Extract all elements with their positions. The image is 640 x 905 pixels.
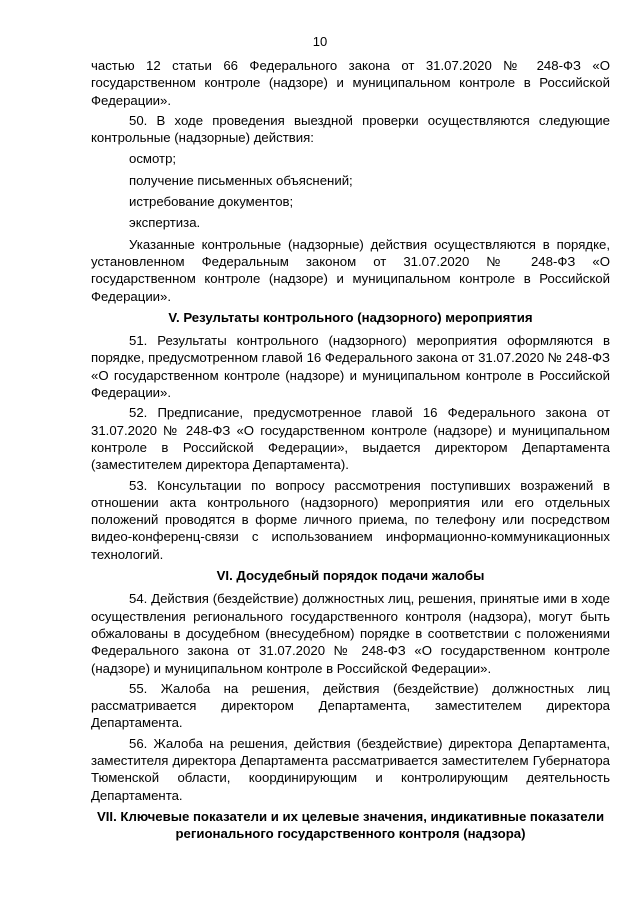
list-item: истребование документов; — [129, 194, 294, 210]
paragraph: 54. Действия (бездействие) должностных лиц, решения, принятые ими в ходе осуществления регионального государственного контроля (надзора), могут быть обжалованы в досудебном (внесудебном) порядке в соответствии с положениями Федерального закона от 31.07.2020 № 248-ФЗ «О государственном контроле (надзоре) и муниципальном контроле в Российской Федерации». — [91, 591, 610, 676]
paragraph: 51. Результаты контрольного (надзорного) мероприятия оформляются в порядке, предусмотренном главой 16 Федерального закона от 31.07.2020 № 248-ФЗ «О государственном контроле (надзоре) и муниципальном контроле в Российской Федерации». — [91, 333, 610, 401]
document-body — [91, 57, 610, 848]
paragraph: 56. Жалоба на решения, действия (бездействие) директора Департамента, заместителя директора Департамента рассматривается заместителем Губернатора Тюменской области, координирующим и контролирующим деятельность Департамента. — [91, 735, 610, 803]
list-item: экспертиза. — [129, 215, 201, 231]
list-item: осмотр; — [129, 151, 177, 167]
paragraph: 55. Жалоба на решения, действия (бездействие) должностных лиц рассматривается директором Департамента, заместителем директора Департамента. — [91, 680, 610, 731]
paragraph: 50. В ходе проведения выездной проверки осуществляются следующие контрольные (надзорные) действия: — [91, 112, 610, 146]
paragraph: 53. Консультации по вопросу рассмотрения поступивших возражений в отношении акта контрольного (надзорного) мероприятия или его отдельных положений проводятся в форме личного приема, по телефону или посредством видео-конференц-связи с использованием информационно-коммуникационных технологий. — [91, 477, 610, 562]
paragraph: частью 12 статьи 66 Федерального закона от 31.07.2020 № 248-ФЗ «О государственном контроле (надзоре) и муниципальном контроле в Российской Федерации». — [91, 58, 610, 108]
paragraph: 52. Предписание, предусмотренное главой 16 Федерального закона от 31.07.2020 № 248-ФЗ «О государственном контроле (надзоре) и муниципальном контроле в Российской Федерации», выдается директором Департамента (заместителем директора Департамента). — [91, 405, 610, 473]
page-number: 10 — [312, 34, 328, 49]
paragraph: Указанные контрольные (надзорные) действия осуществляются в порядке, установленном Федеральным законом от 31.07.2020 № 248-ФЗ «О государственном контроле (надзоре) и муниципальном контроле в Российской Федерации». — [91, 236, 610, 304]
section-heading: VI. Досудебный порядок подачи жалобы — [216, 568, 485, 584]
list-item: получение письменных объяснений; — [129, 172, 353, 188]
section-heading: VII. Ключевые показатели и их целевые значения, индикативные показатели регионального государственного контроля (надзора) — [96, 808, 605, 842]
section-heading: V. Результаты контрольного (надзорного) мероприятия — [168, 309, 533, 325]
